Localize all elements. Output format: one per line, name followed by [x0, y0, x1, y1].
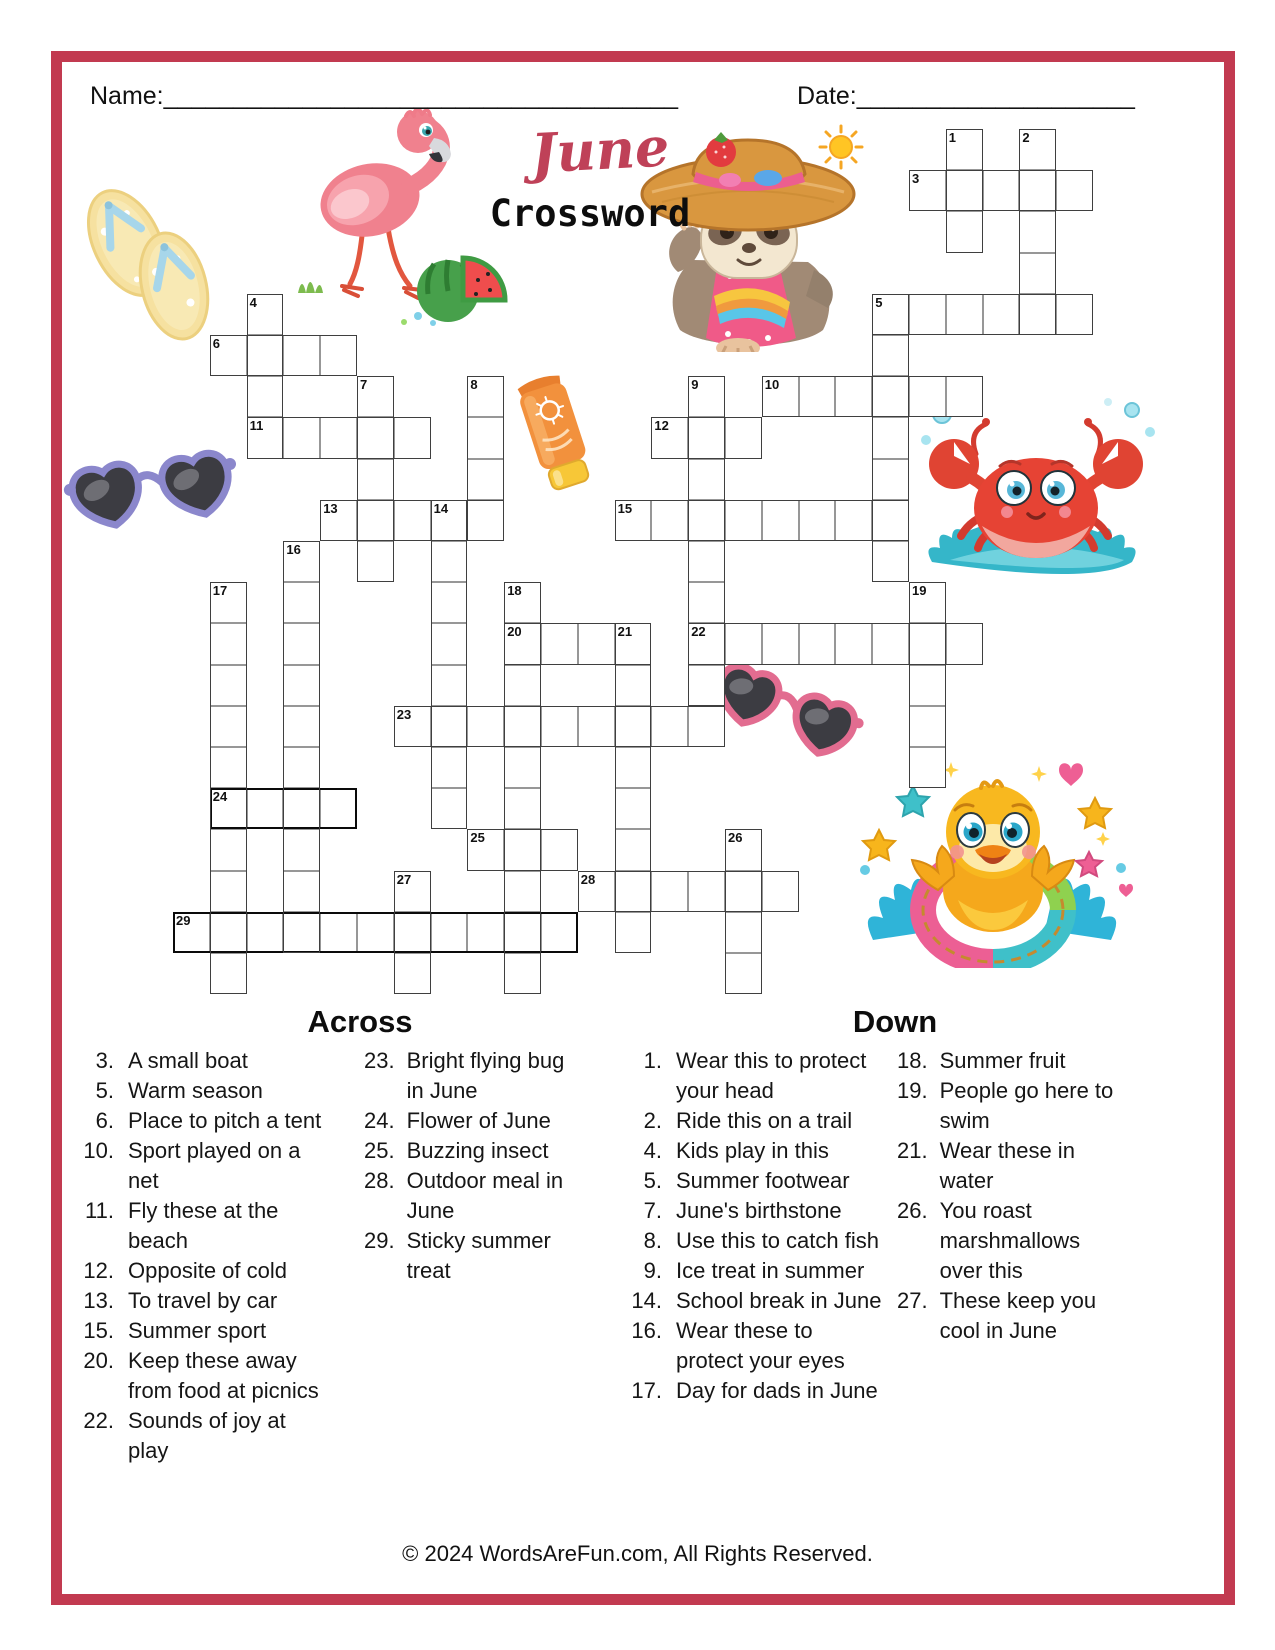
grid-cell: [946, 623, 983, 664]
grid-cell: [504, 747, 541, 788]
name-blank-line: _____________________________________: [163, 82, 679, 110]
clue-number: 1.: [643, 1048, 662, 1073]
grid-cell: [651, 417, 688, 458]
clue-text: Ice treat in summer: [676, 1258, 865, 1283]
grid-cell: [615, 871, 652, 912]
grid-cell: [394, 953, 431, 994]
clue-number: 21.: [897, 1138, 928, 1163]
grid-cell: [578, 706, 615, 747]
grid-cell: [541, 912, 578, 953]
grid-cell: [431, 747, 468, 788]
across-heading: Across: [307, 1004, 413, 1039]
grid-cell: [283, 582, 320, 623]
clue-item: [82, 1286, 328, 1316]
cell-number: 6: [212, 336, 221, 351]
name-field: [90, 82, 678, 111]
clue-text: School break in June: [676, 1288, 882, 1313]
clue-number: 14.: [631, 1288, 662, 1313]
grid-cell: [247, 417, 284, 458]
grid-cell: [1056, 294, 1093, 335]
grid-cell: [283, 335, 320, 376]
cell-number: 28: [580, 871, 596, 887]
clue-text: Buzzing insect: [406, 1138, 549, 1163]
clue-text: Opposite of cold: [128, 1258, 287, 1283]
grid-cell: [762, 623, 799, 664]
clue-text: Bright flying bug in June: [406, 1048, 565, 1103]
clue-item: [364, 1106, 586, 1136]
grid-cell: [394, 706, 431, 747]
grid-cell: [504, 871, 541, 912]
grid-cell: [725, 953, 762, 994]
grid-cell: [946, 129, 983, 170]
grid-cell: [872, 500, 909, 541]
grid-cell: [909, 623, 946, 664]
grid-cell: [210, 871, 247, 912]
grid-cell: [357, 459, 394, 500]
cell-number: 5: [875, 294, 883, 310]
clue-number: 26.: [897, 1198, 928, 1223]
grid-cell: [909, 582, 946, 623]
grid-cell: [872, 459, 909, 500]
grid-cell: [210, 912, 247, 953]
grid-cell: [835, 623, 872, 664]
clue-text: These keep you cool in June: [939, 1288, 1097, 1343]
cell-number: 2: [1022, 130, 1030, 145]
grid-cell: [467, 376, 504, 417]
clue-number: 3.: [95, 1048, 114, 1073]
grid-cell: [467, 912, 504, 953]
grid-cell: [799, 376, 836, 417]
grid-cell: [651, 871, 688, 912]
clue-number: 10.: [83, 1138, 114, 1163]
grid-cell: [247, 335, 284, 376]
clue-number: 18.: [897, 1048, 928, 1073]
clue-text: June's birthstone: [676, 1198, 842, 1223]
clue-text: Wear these in water: [939, 1138, 1075, 1193]
clue-item: [897, 1076, 1127, 1136]
cell-number: 15: [617, 500, 633, 516]
grid-cell: [909, 376, 946, 417]
clue-text: People go here to swim: [939, 1078, 1114, 1133]
clue-item: [82, 1316, 328, 1346]
grid-cell: [688, 665, 725, 706]
cell-number: 17: [212, 583, 228, 599]
grid-cell: [909, 294, 946, 335]
clue-text: Outdoor meal in June: [406, 1168, 564, 1223]
clue-text: Wear these to protect your eyes: [676, 1318, 845, 1373]
grid-cell: [615, 706, 652, 747]
grid-cell: [872, 335, 909, 376]
grid-cell: [357, 912, 394, 953]
grid-cell: [688, 541, 725, 582]
grid-cell: [283, 747, 320, 788]
grid-cell: [1019, 170, 1056, 211]
clue-item: [82, 1196, 328, 1256]
cell-number: 29: [176, 912, 191, 928]
grid-cell: [725, 871, 762, 912]
grid-cell: [615, 665, 652, 706]
clue-number: 6.: [95, 1108, 114, 1133]
clue-number: 28.: [364, 1168, 395, 1193]
cell-number: 7: [360, 377, 368, 393]
grid-cell: [431, 541, 468, 582]
grid-cell: [725, 417, 762, 458]
grid-cell: [578, 623, 615, 664]
grid-cell: [394, 417, 431, 458]
clue-item: [630, 1136, 882, 1166]
clue-item: [364, 1136, 586, 1166]
clue-item: [897, 1286, 1127, 1346]
clue-text: Sounds of joy at play: [128, 1408, 286, 1463]
clue-text: A small boat: [128, 1048, 248, 1073]
clue-text: To travel by car: [128, 1288, 278, 1313]
clue-number: 2.: [643, 1108, 662, 1133]
grid-cell: [651, 500, 688, 541]
clue-number: 17.: [631, 1378, 662, 1403]
grid-cell: [615, 788, 652, 829]
cell-number: 1: [948, 130, 957, 145]
clue-item: [630, 1106, 882, 1136]
clue-item: [82, 1136, 328, 1196]
name-label: Name:: [90, 82, 164, 110]
grid-cell: [431, 623, 468, 664]
grid-cell: [247, 294, 284, 335]
date-blank-line: ____________________: [856, 82, 1135, 110]
grid-cell: [210, 582, 247, 623]
clue-text: Wear this to protect your head: [676, 1048, 867, 1103]
clue-item: [364, 1166, 586, 1226]
clue-item: [630, 1316, 882, 1376]
grid-cell: [1019, 211, 1056, 252]
grid-cell: [394, 912, 431, 953]
grid-cell: [283, 706, 320, 747]
clue-item: [630, 1046, 882, 1106]
grid-cell: [210, 747, 247, 788]
clue-item: [82, 1106, 328, 1136]
grid-cell: [688, 376, 725, 417]
cell-number: 20: [507, 624, 522, 640]
cell-number: 24: [212, 789, 228, 805]
grid-cell: [283, 788, 320, 829]
across-clues-column-1: [82, 1046, 328, 1466]
grid-cell: [578, 871, 615, 912]
grid-cell: [320, 788, 357, 829]
clue-item: [630, 1376, 882, 1406]
grid-cell: [210, 953, 247, 994]
clue-number: 7.: [643, 1198, 662, 1223]
clue-number: 12.: [83, 1258, 114, 1283]
clue-text: Use this to catch fish: [676, 1228, 879, 1253]
grid-cell: [247, 376, 284, 417]
grid-cell: [909, 170, 946, 211]
grid-cell: [615, 500, 652, 541]
grid-cell: [725, 500, 762, 541]
grid-cell: [504, 912, 541, 953]
grid-cell: [320, 417, 357, 458]
grid-cell: [467, 459, 504, 500]
cell-number: 13: [323, 500, 338, 516]
duck-in-inner-tube-icon: [843, 740, 1141, 968]
clue-text: Place to pitch a tent: [128, 1108, 322, 1133]
grid-cell: [615, 623, 652, 664]
grid-cell: [835, 376, 872, 417]
grid-cell: [762, 376, 799, 417]
clue-number: 13.: [83, 1288, 114, 1313]
grid-cell: [467, 417, 504, 458]
grid-cell: [725, 829, 762, 870]
grid-cell: [872, 417, 909, 458]
cell-number: 10: [764, 377, 780, 393]
grid-cell: [688, 459, 725, 500]
grid-cell: [688, 706, 725, 747]
grid-cell: [504, 953, 541, 994]
clue-item: [82, 1076, 328, 1106]
cell-number: 27: [396, 871, 412, 887]
grid-cell: [283, 541, 320, 582]
grid-cell: [799, 623, 836, 664]
grid-cell: [210, 829, 247, 870]
grid-cell: [541, 623, 578, 664]
clue-text: Sport played on a net: [128, 1138, 301, 1193]
clue-number: 27.: [897, 1288, 928, 1313]
grid-cell: [1019, 129, 1056, 170]
grid-cell: [357, 500, 394, 541]
grid-cell: [357, 376, 394, 417]
grid-cell: [541, 829, 578, 870]
grid-cell: [357, 541, 394, 582]
grid-cell: [247, 912, 284, 953]
grid-cell: [725, 623, 762, 664]
page-title-crossword: Crossword: [489, 192, 691, 235]
down-heading: Down: [852, 1004, 938, 1039]
grid-cell: [762, 871, 799, 912]
clue-text: Keep these away from food at picnics: [128, 1348, 319, 1403]
clue-text: Kids play in this: [676, 1138, 829, 1163]
grid-cell: [283, 871, 320, 912]
sunscreen-tube-icon: [506, 360, 602, 500]
cell-number: 3: [912, 171, 920, 187]
grid-cell: [210, 788, 247, 829]
cell-number: 22: [691, 624, 706, 640]
grid-cell: [320, 912, 357, 953]
grid-cell: [320, 500, 357, 541]
clue-number: 23.: [364, 1048, 395, 1073]
cell-number: 16: [286, 542, 301, 557]
clue-text: Flower of June: [406, 1108, 551, 1133]
date-field: [797, 82, 1135, 111]
grid-cell: [1019, 294, 1056, 335]
grid-cell: [688, 582, 725, 623]
crab-icon: [912, 392, 1162, 594]
grid-cell: [320, 335, 357, 376]
cell-number: 9: [691, 377, 699, 393]
clue-item: [897, 1136, 1127, 1196]
clue-text: Sticky summer treat: [406, 1228, 551, 1283]
grid-cell: [835, 500, 872, 541]
clue-number: 24.: [364, 1108, 395, 1133]
grid-cell: [504, 788, 541, 829]
clue-number: 8.: [643, 1228, 662, 1253]
clue-number: 15.: [83, 1318, 114, 1343]
clue-item: [630, 1166, 882, 1196]
cell-number: 12: [654, 418, 669, 434]
grid-cell: [872, 294, 909, 335]
grid-cell: [1019, 253, 1056, 294]
grid-cell: [799, 500, 836, 541]
clue-item: [630, 1286, 882, 1316]
grid-cell: [688, 871, 725, 912]
grid-cell: [946, 170, 983, 211]
cell-number: 4: [249, 294, 257, 310]
grid-cell: [688, 623, 725, 664]
cell-number: 21: [617, 624, 633, 640]
copyright-footer: © 2024 WordsAreFun.com, All Rights Reserved.: [402, 1541, 873, 1566]
clue-number: 25.: [364, 1138, 395, 1163]
grid-cell: [909, 747, 946, 788]
grid-cell: [615, 829, 652, 870]
clue-number: 9.: [643, 1258, 662, 1283]
grid-cell: [504, 706, 541, 747]
cell-number: 26: [728, 830, 743, 846]
grid-cell: [283, 417, 320, 458]
grid-cell: [210, 335, 247, 376]
clue-item: [82, 1256, 328, 1286]
clue-item: [82, 1046, 328, 1076]
clue-number: 19.: [897, 1078, 928, 1103]
clue-item: [897, 1046, 1127, 1076]
clue-text: Warm season: [128, 1078, 263, 1103]
grid-cell: [762, 500, 799, 541]
grid-cell: [394, 871, 431, 912]
grid-cell: [615, 747, 652, 788]
cell-number: 23: [396, 706, 412, 722]
clue-item: [82, 1346, 328, 1406]
purple-heart-sunglasses-icon: [58, 432, 254, 550]
grid-cell: [504, 582, 541, 623]
clue-item: [364, 1226, 586, 1286]
grid-cell: [247, 788, 284, 829]
grid-cell: [946, 294, 983, 335]
grid-cell: [504, 665, 541, 706]
grid-cell: [725, 912, 762, 953]
grid-cell: [210, 623, 247, 664]
clue-number: 11.: [85, 1198, 114, 1223]
grid-cell: [467, 706, 504, 747]
clue-text: Fly these at the beach: [128, 1198, 279, 1253]
grid-cell: [210, 706, 247, 747]
grid-cell: [615, 912, 652, 953]
cell-number: 8: [470, 377, 478, 393]
clue-number: 4.: [643, 1138, 662, 1163]
grid-cell: [431, 665, 468, 706]
grid-cell: [467, 829, 504, 870]
clue-item: [364, 1046, 586, 1106]
grid-cell: [946, 376, 983, 417]
grid-cell: [909, 706, 946, 747]
down-clues-column-1: [630, 1046, 882, 1406]
cell-number: 11: [249, 418, 264, 434]
grid-cell: [283, 912, 320, 953]
clue-text: Summer sport: [128, 1318, 267, 1343]
grid-cell: [283, 623, 320, 664]
clue-number: 5.: [643, 1168, 662, 1193]
grid-cell: [431, 788, 468, 829]
clue-item: [897, 1196, 1127, 1286]
grid-cell: [541, 706, 578, 747]
clue-text: Summer fruit: [939, 1048, 1066, 1073]
cell-number: 18: [507, 583, 522, 599]
clue-text: Ride this on a trail: [676, 1108, 853, 1133]
across-clues-column-2: [364, 1046, 586, 1286]
grid-cell: [431, 500, 468, 541]
grid-cell: [210, 665, 247, 706]
grid-cell: [283, 829, 320, 870]
clue-text: You roast marshmallows over this: [939, 1198, 1081, 1283]
clue-number: 22.: [83, 1408, 114, 1433]
grid-cell: [283, 665, 320, 706]
cell-number: 25: [470, 830, 485, 846]
clue-text: Day for dads in June: [676, 1378, 878, 1403]
grid-cell: [504, 623, 541, 664]
grid-cell: [431, 706, 468, 747]
grid-cell: [872, 541, 909, 582]
grid-cell: [688, 417, 725, 458]
clue-number: 5.: [95, 1078, 114, 1103]
grid-cell: [504, 829, 541, 870]
grid-cell: [651, 706, 688, 747]
cell-number: 14: [433, 500, 449, 516]
grid-cell: [872, 623, 909, 664]
page-title-month: June: [529, 114, 671, 186]
grid-cell: [431, 912, 468, 953]
clue-number: 20.: [83, 1348, 114, 1373]
clue-item: [630, 1196, 882, 1226]
clue-item: [630, 1256, 882, 1286]
clue-number: 16.: [631, 1318, 662, 1343]
grid-cell: [872, 376, 909, 417]
grid-cell: [1056, 170, 1093, 211]
grid-cell: [357, 417, 394, 458]
grid-cell: [983, 170, 1020, 211]
grid-cell: [394, 500, 431, 541]
clue-item: [630, 1226, 882, 1256]
clue-number: 29.: [364, 1228, 395, 1253]
grid-cell: [688, 500, 725, 541]
clue-item: [82, 1406, 328, 1466]
down-clues-column-2: [897, 1046, 1127, 1346]
grid-cell: [909, 665, 946, 706]
cell-number: 19: [912, 583, 927, 599]
flip-flops-icon: [72, 168, 228, 350]
date-label: Date:: [797, 82, 857, 110]
grid-cell: [431, 582, 468, 623]
grid-cell: [946, 211, 983, 252]
clue-text: Summer footwear: [676, 1168, 850, 1193]
grid-cell: [983, 294, 1020, 335]
grid-cell: [467, 500, 504, 541]
grid-cell: [173, 912, 210, 953]
